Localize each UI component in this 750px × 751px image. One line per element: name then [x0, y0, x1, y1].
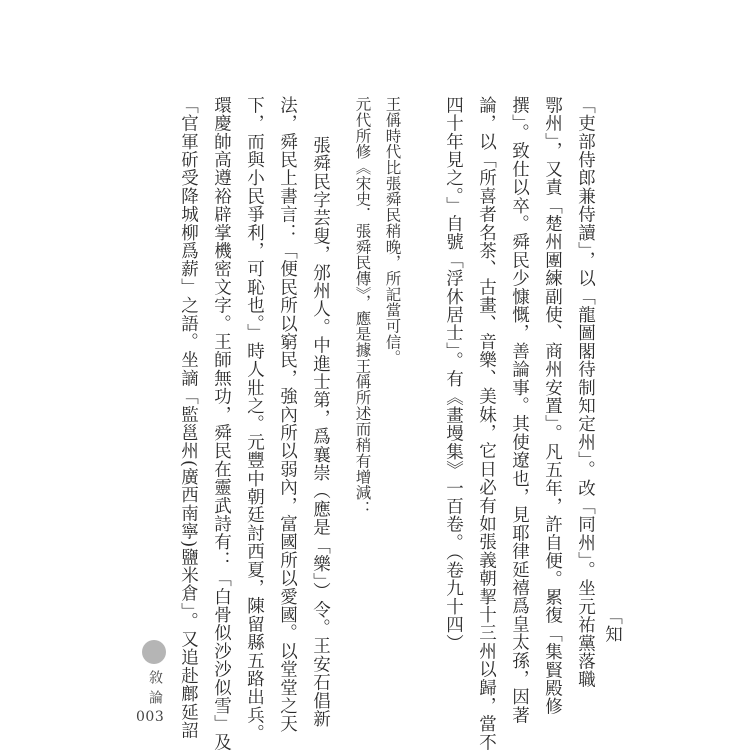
- text-column-6: 四十年見之。」自號「浮休居士」。有《畫墁集》一百卷。（卷九十四）: [443, 96, 464, 653]
- text-column-9: 張舜民字芸叟，邠州人。中進士第，爲襄崇（應是「樂」）令。王安石倡新: [310, 136, 331, 728]
- text-column-8: 元代所修《宋史．張舜民傳》，應是據王偁所述而稍有增減：: [353, 96, 372, 517]
- text-column-10: 法，舜民上書言：「便民所以窮民，強內所以弱內，富國所以愛國。以堂堂之天: [277, 96, 298, 733]
- text-column-11: 下，而與小民爭利，可恥也。」時人壯之。元豐中朝廷討西夏，陳留縣五路出兵。: [244, 96, 265, 743]
- text-column-2: 「吏部侍郎兼侍讀」，以「龍圖閣待制知定州」。改「同州」。坐元祐黨落職: [575, 96, 596, 689]
- text-column-12: 環慶帥高遵裕辟掌機密文字。王師無功，舜民在靈武詩有：「白骨似沙沙似雪」及: [211, 96, 232, 751]
- section-tab-marker: [142, 640, 166, 664]
- text-column-13: 「官軍斫受降城柳爲薪」之語。坐謫「監邕州(廣西南寧)鹽米倉」。又追赴鄜延詔: [178, 96, 199, 740]
- text-column-1: 「知: [602, 607, 623, 644]
- text-column-7: 王偁時代比張舜民稍晚，所記當可信。: [383, 96, 402, 366]
- text-column-5: 論，以「所喜者名茶、古畫、音樂、美妹，它日必有如張義朝挈十三州以歸，當不: [476, 96, 497, 751]
- text-column-4: 撰」。致仕以卒。舜民少慷慨，善論事。其使遼也，見耶律延禧爲皇太孫，因著: [509, 96, 530, 725]
- page-number: 003: [136, 709, 165, 725]
- text-column-3: 鄂州」，又責「楚州團練副使、商州安置」。凡五年，許自便。累復「集賢殿修: [542, 96, 563, 716]
- section-tab-label: 敘論: [147, 670, 163, 710]
